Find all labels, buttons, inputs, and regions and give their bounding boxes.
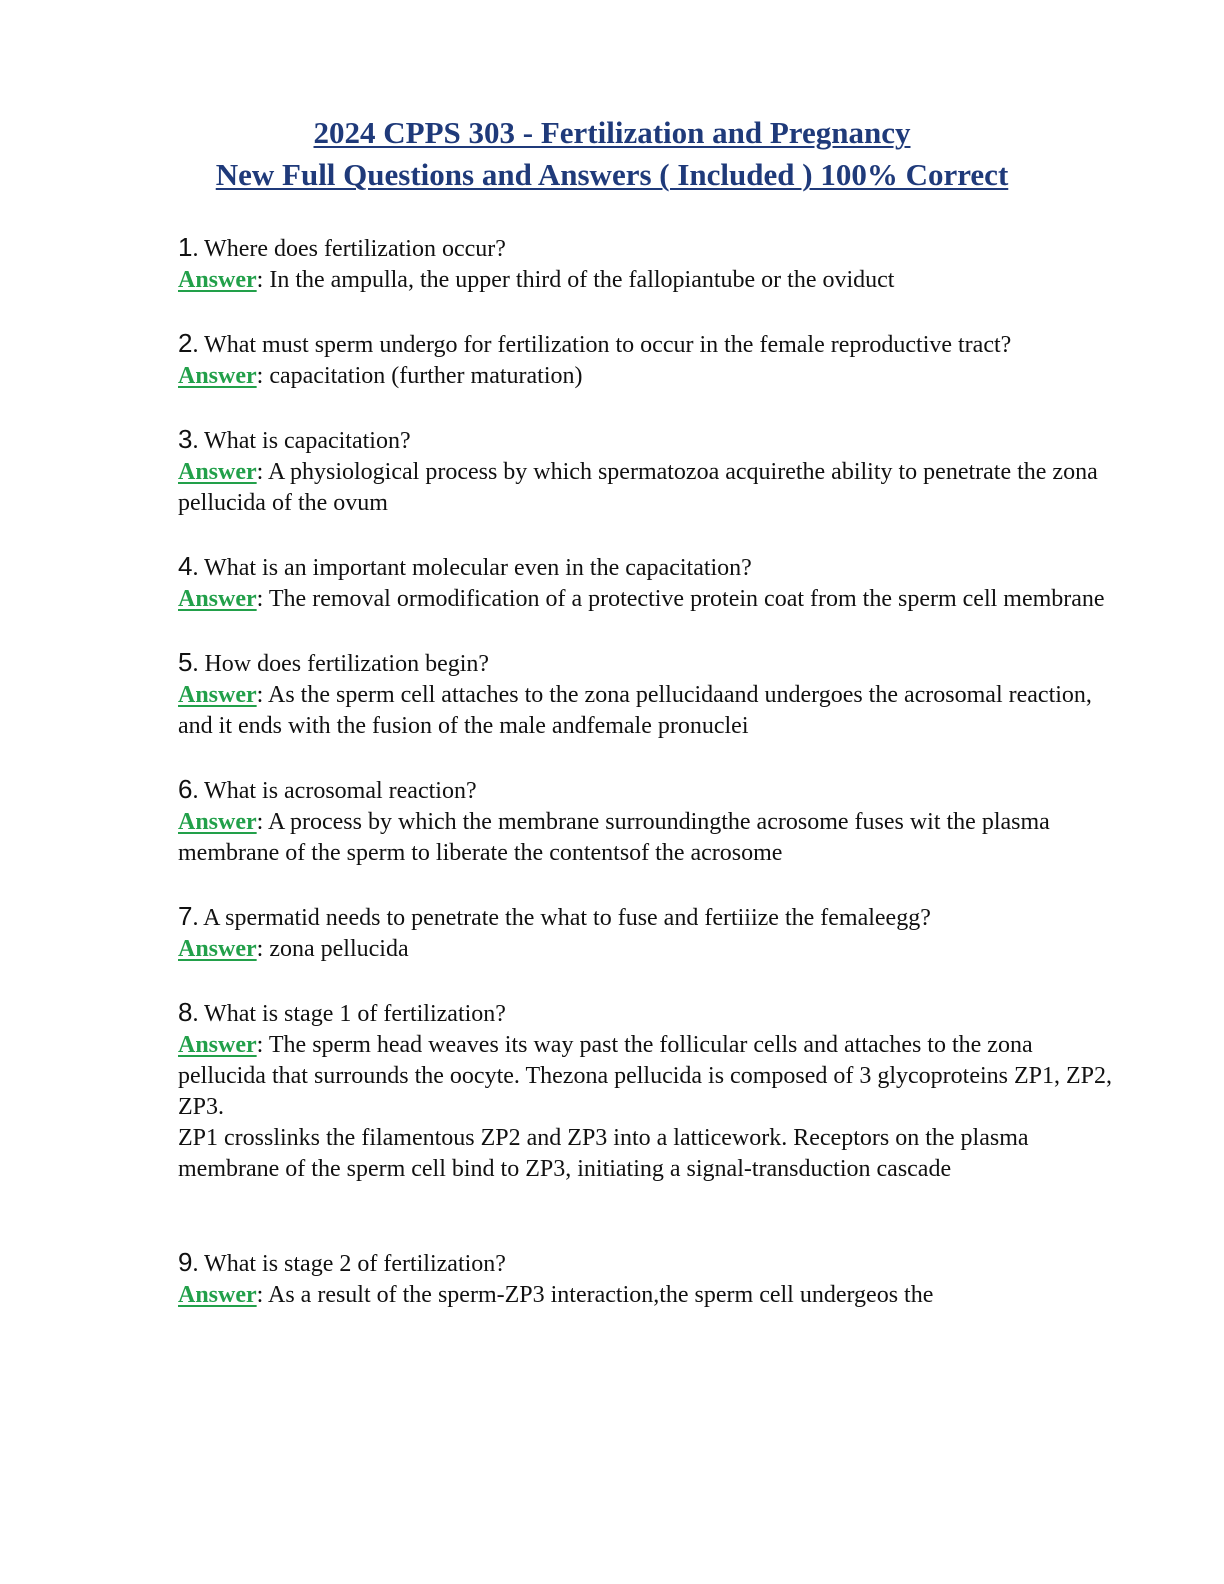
answer-label: Answer <box>178 267 257 293</box>
qa-item-2 <box>178 328 1118 392</box>
answer-text: As a result of the sperm-ZP3 interaction,the sperm cell undergeos the <box>268 1282 934 1308</box>
answer-label: Answer <box>178 936 257 962</box>
answer: Answer: As a result of the sperm-ZP3 interaction,the sperm cell undergeos the <box>178 1282 934 1308</box>
question: 1. Where does fertilization occur? <box>178 232 506 262</box>
question: 6. What is acrosomal reaction? <box>178 774 477 804</box>
question: 5. How does fertilization begin? <box>178 647 490 677</box>
answer-text: In the ampulla, the upper third of the fallopiantube or the oviduct <box>269 267 895 293</box>
answer-text: capacitation (further maturation) <box>269 363 583 389</box>
question-text: What is stage 2 of fertilization? <box>204 1251 506 1277</box>
answer-text: zona pellucida <box>269 936 409 962</box>
question-text: What is stage 1 of fertilization? <box>204 1001 506 1027</box>
question-text: What is acrosomal reaction? <box>204 778 477 804</box>
answer: Answer: In the ampulla, the upper third of the fallopiantube or the oviduct <box>178 267 895 293</box>
answer-label: Answer <box>178 682 257 708</box>
question-text: What is an important molecular even in the capacitation? <box>204 555 752 581</box>
question: 3. What is capacitation? <box>178 424 411 454</box>
question-text: Where does fertilization occur? <box>204 236 506 262</box>
answer-label: Answer <box>178 586 257 612</box>
answer: Answer: The sperm head weaves its way past the follicular cells and attaches to the zona pellucida that surrounds the oocyte. Thezona pellucida is composed of 3 glycoproteins ZP1, ZP2, ZP3. <box>178 1032 1113 1120</box>
question-number: 2 <box>178 328 193 358</box>
answer-text: As the sperm cell attaches to the zona pellucidaand undergoes the acrosomal reaction, and it ends with the fusion of the male andfemale pronuclei <box>178 682 1092 739</box>
question: 8. What is stage 1 of fertilization? <box>178 997 506 1027</box>
answer-text: The removal ormodification of a protective protein coat from the sperm cell membrane <box>268 586 1105 612</box>
title-line-1: 2024 CPPS 303 - Fertilization and Pregnancy <box>313 115 911 150</box>
qa-item-7 <box>178 901 1118 965</box>
answer: Answer: A physiological process by which spermatozoa acquirethe ability to penetrate the zona pellucida of the ovum <box>178 459 1098 516</box>
answer: Answer: capacitation (further maturation) <box>178 363 583 389</box>
qa-list <box>178 232 1118 1343</box>
qa-item-5 <box>178 647 1118 742</box>
qa-item-9 <box>178 1247 1118 1311</box>
question-text: What is capacitation? <box>204 428 411 454</box>
question-text: What must sperm undergo for fertilization to occur in the female reproductive tract? <box>204 332 1012 358</box>
question: 2. What must sperm undergo for fertilization to occur in the female reproductive tract? <box>178 328 1012 358</box>
question-number: 5 <box>178 647 193 677</box>
title-line-2: New Full Questions and Answers ( Included ) 100% Correct <box>215 157 1009 192</box>
answer: Answer: As the sperm cell attaches to the zona pellucidaand undergoes the acrosomal reaction, and it ends with the fusion of the male andfemale pronuclei <box>178 682 1092 739</box>
question: 9. What is stage 2 of fertilization? <box>178 1247 506 1277</box>
question-number: 3 <box>178 424 193 454</box>
document-title <box>0 112 1224 196</box>
question-number: 8 <box>178 997 193 1027</box>
answer-text: A process by which the membrane surroundingthe acrosome fuses wit the plasma membrane of the sperm to liberate the contentsof the acrosome <box>178 809 1050 866</box>
question-number: 6 <box>178 774 193 804</box>
qa-item-8 <box>178 997 1118 1185</box>
qa-item-3 <box>178 424 1118 519</box>
qa-item-1 <box>178 232 1118 296</box>
question-number: 9 <box>178 1247 193 1277</box>
qa-item-6 <box>178 774 1118 869</box>
answer-label: Answer <box>178 363 257 389</box>
question-number: 1 <box>178 232 193 262</box>
qa-item-4 <box>178 551 1118 615</box>
answer-continuation: ZP1 crosslinks the filamentous ZP2 and ZP3 into a latticework. Receptors on the plasma membrane of the sperm cell bind to ZP3, initiating a signal-transduction cascade <box>178 1125 1029 1182</box>
question-text: How does fertilization begin? <box>204 651 490 677</box>
answer-label: Answer <box>178 1032 257 1058</box>
answer-text: A physiological process by which spermatozoa acquirethe ability to penetrate the zona pellucida of the ovum <box>178 459 1098 516</box>
answer: Answer: zona pellucida <box>178 936 409 962</box>
answer-label: Answer <box>178 459 257 485</box>
question: 7. A spermatid needs to penetrate the what to fuse and fertiiize the femaleegg? <box>178 901 931 931</box>
question-number: 4 <box>178 551 193 581</box>
question-text: A spermatid needs to penetrate the what to fuse and fertiiize the femaleegg? <box>203 905 931 931</box>
answer-text: The sperm head weaves its way past the follicular cells and attaches to the zona pellucida that surrounds the oocyte. Thezona pellucida is composed of 3 glycoproteins ZP1, ZP2, ZP3. <box>178 1032 1113 1120</box>
answer: Answer: A process by which the membrane surroundingthe acrosome fuses wit the plasma membrane of the sperm to liberate the contentsof the acrosome <box>178 809 1050 866</box>
answer: Answer: The removal ormodification of a protective protein coat from the sperm cell membrane <box>178 586 1105 612</box>
question: 4. What is an important molecular even in the capacitation? <box>178 551 752 581</box>
answer-label: Answer <box>178 1282 257 1308</box>
answer-label: Answer <box>178 809 257 835</box>
question-number: 7 <box>178 901 193 931</box>
